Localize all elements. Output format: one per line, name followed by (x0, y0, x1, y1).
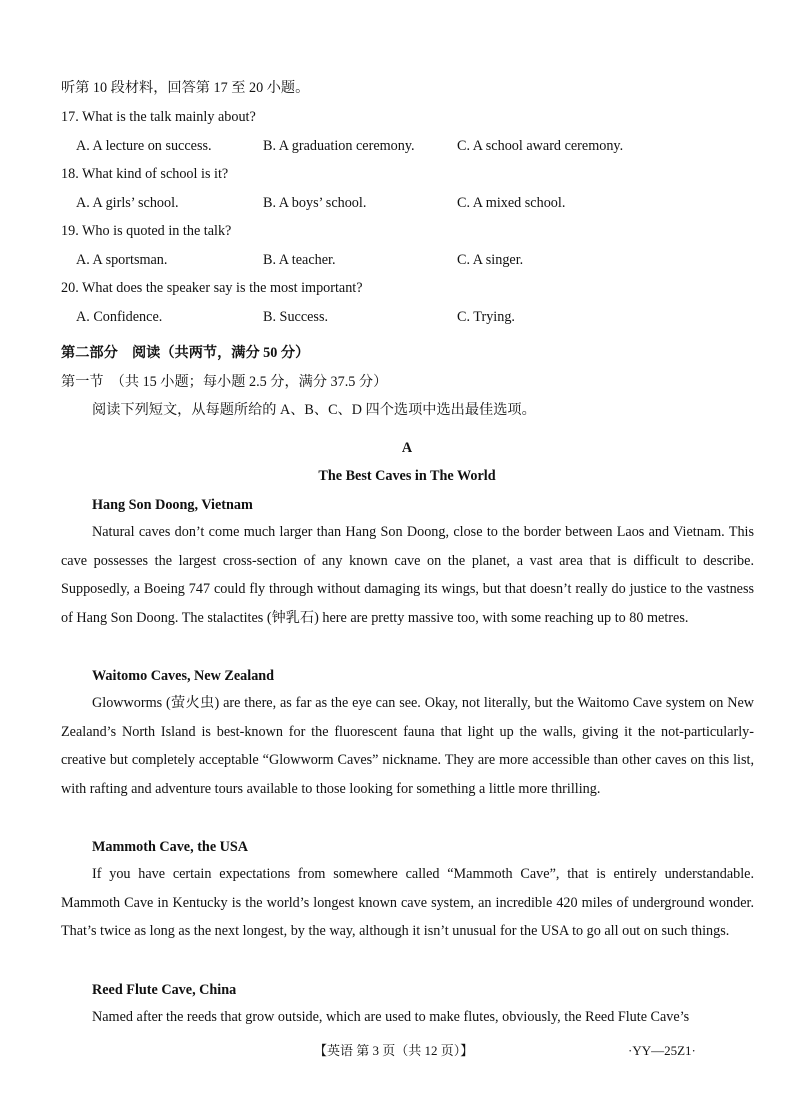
section-body-reed-flute: Named after the reeds that grow outside, which are used to make flutes, obviously, the Reed Flute Cave’s (92, 1009, 690, 1025)
section-heading-mammoth: Mammoth Cave, the USA (92, 839, 249, 855)
listening-instruction: 听第 10 段材料，回答第 17 至 20 小题。 (61, 80, 310, 96)
question-17-option-a: A. A lecture on success. (76, 138, 212, 154)
footer-code: ·YY—25Z1· (628, 1043, 696, 1058)
section-body-mammoth: If you have certain expectations from somewhere called “Mammoth Cave”, that is entirely understandable. Mammoth Cave in Kentucky is the world’s longest known cave system, an incredible 420 miles of underground wonder. That’s twice as long as the next longest, by the way, although it isn’t unusual for the USA to go all out on such things. (61, 866, 754, 940)
question-20-option-b: B. Success. (263, 309, 329, 325)
question-19-stem: 19. Who is quoted in the talk? (61, 223, 232, 239)
reading-part-title: 第二部分 阅读（共两节，满分 50 分） (61, 345, 310, 361)
reading-instruction: 阅读下列短文，从每题所给的 A、B、C、D 四个选项中选出最佳选项。 (92, 402, 536, 418)
section-heading-waitomo: Waitomo Caves, New Zealand (92, 668, 275, 684)
question-20-option-a: A. Confidence. (76, 309, 163, 325)
section-body-hang-son-doong: Natural caves don’t come much larger than Hang Son Doong, close to the border between Laos and Vietnam. This cave possesses the largest cross-section of any known cave on the planet, a vast area that is difficult to describe. Supposedly, a Boeing 747 could fly through without damaging its wings, but that doesn’t really do justice to the vastness of Hang Son Doong. The stalactites (钟乳石) here are pretty massive too, with some reaching up to 80 metres. (61, 524, 754, 626)
question-20-option-c: C. Trying. (457, 309, 515, 325)
question-18-option-a: A. A girls’ school. (76, 195, 179, 211)
section-heading-reed-flute: Reed Flute Cave, China (92, 982, 237, 998)
question-17-option-c: C. A school award ceremony. (457, 138, 624, 154)
section-heading-hang-son-doong: Hang Son Doong, Vietnam (92, 497, 253, 513)
question-19-option-b: B. A teacher. (263, 252, 336, 268)
footer-page-label: 【英语 第 3 页（共 12 页）】 (314, 1043, 474, 1058)
passage-title: The Best Caves in The World (318, 468, 496, 484)
section-body-waitomo: Glowworms (萤火虫) are there, as far as the eye can see. Okay, not literally, but the Waitomo Cave system on New Zealand’s North Island is best-known for the fluorescent fauna that light up the walls, giving it the not-particularly-creative but completely acceptable “Glowworm Caves” nickname. They are more accessible than other caves on this list, with rafting and adventure tours available to those looking for something a little more thrilling. (61, 695, 754, 797)
passage-letter: A (401, 440, 413, 456)
question-18-option-c: C. A mixed school. (457, 195, 566, 211)
question-19-option-c: C. A singer. (457, 252, 524, 268)
question-20-stem: 20. What does the speaker say is the most important? (61, 280, 363, 296)
question-17-option-b: B. A graduation ceremony. (263, 138, 415, 154)
question-18-stem: 18. What kind of school is it? (61, 166, 229, 182)
question-19-option-a: A. A sportsman. (76, 252, 168, 268)
question-17-stem: 17. What is the talk mainly about? (61, 109, 256, 125)
question-18-option-b: B. A boys’ school. (263, 195, 367, 211)
reading-section-title: 第一节 （共 15 小题；每小题 2.5 分，满分 37.5 分） (61, 374, 388, 390)
